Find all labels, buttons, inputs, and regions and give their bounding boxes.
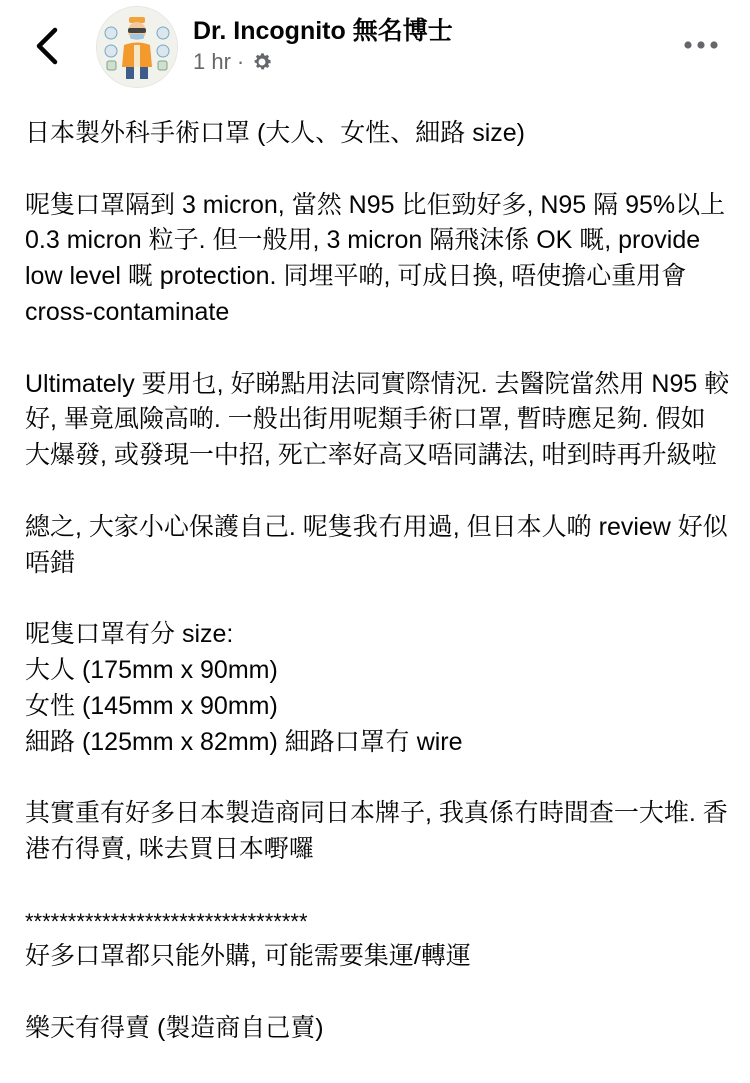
avatar[interactable] xyxy=(96,6,178,88)
post-paragraph: 呢隻口罩有分 size: 大人 (175mm x 90mm) 女性 (145mm x 90mm) 細路 (125mm x 82mm) 細路口罩冇 wire xyxy=(25,620,463,756)
post-meta xyxy=(193,48,273,76)
post-paragraph: 總之, 大家小心保護自己. 呢隻我冇用過, 但日本人啲 review 好似唔錯 xyxy=(25,512,728,577)
timestamp[interactable]: 1 hr xyxy=(193,49,231,74)
post-paragraph: 呢隻口罩隔到 3 micron, 當然 N95 比佢勁好多, N95 隔 95%以上 0.3 micron 粒子. 但一般用, 3 micron 隔飛沫係 OK 嘅, provide low level 嘅 protection. 同埋平啲, 可成日換, 唔使擔心重用會 cross-contaminate xyxy=(25,190,726,326)
post-paragraph: 日本製外科手術口罩 (大人、女性、細路 size) xyxy=(25,119,526,147)
chevron-left-icon xyxy=(28,24,68,68)
post-paragraph: 樂天有得賣 (製造商自己賣) xyxy=(25,1013,324,1042)
page-name[interactable]: Dr. Incognito 無名博士 xyxy=(193,17,453,45)
post-paragraph: 其實重有好多日本製造商同日本牌子, 我真係冇時間查一大堆. 香港冇得賣, 咪去買日本嘢囉 xyxy=(25,799,728,863)
gear-icon[interactable] xyxy=(251,51,273,73)
post-text xyxy=(25,116,730,1083)
back-button[interactable] xyxy=(28,24,68,68)
post-paragraph: Ultimately 要用乜, 好睇點用法同實際情況. 去醫院當然用 N95 較好, 畢竟風險高啲. 一般出街用呢類手術口罩, 暫時應足夠. 假如大爆發, 或發現一中招, 死亡率好高又唔同講法, 咁到時再升級啦 xyxy=(25,369,730,470)
separator-dot: · xyxy=(236,49,245,74)
doctor-cartoon-icon xyxy=(97,7,177,87)
more-horizontal-icon xyxy=(683,30,719,60)
post-paragraph: 好多口罩都只能外購, 可能需要集運/轉運 xyxy=(25,942,471,971)
post-header xyxy=(0,0,750,95)
more-options-button[interactable] xyxy=(683,30,719,60)
divider-line: ********************************* xyxy=(25,908,308,934)
